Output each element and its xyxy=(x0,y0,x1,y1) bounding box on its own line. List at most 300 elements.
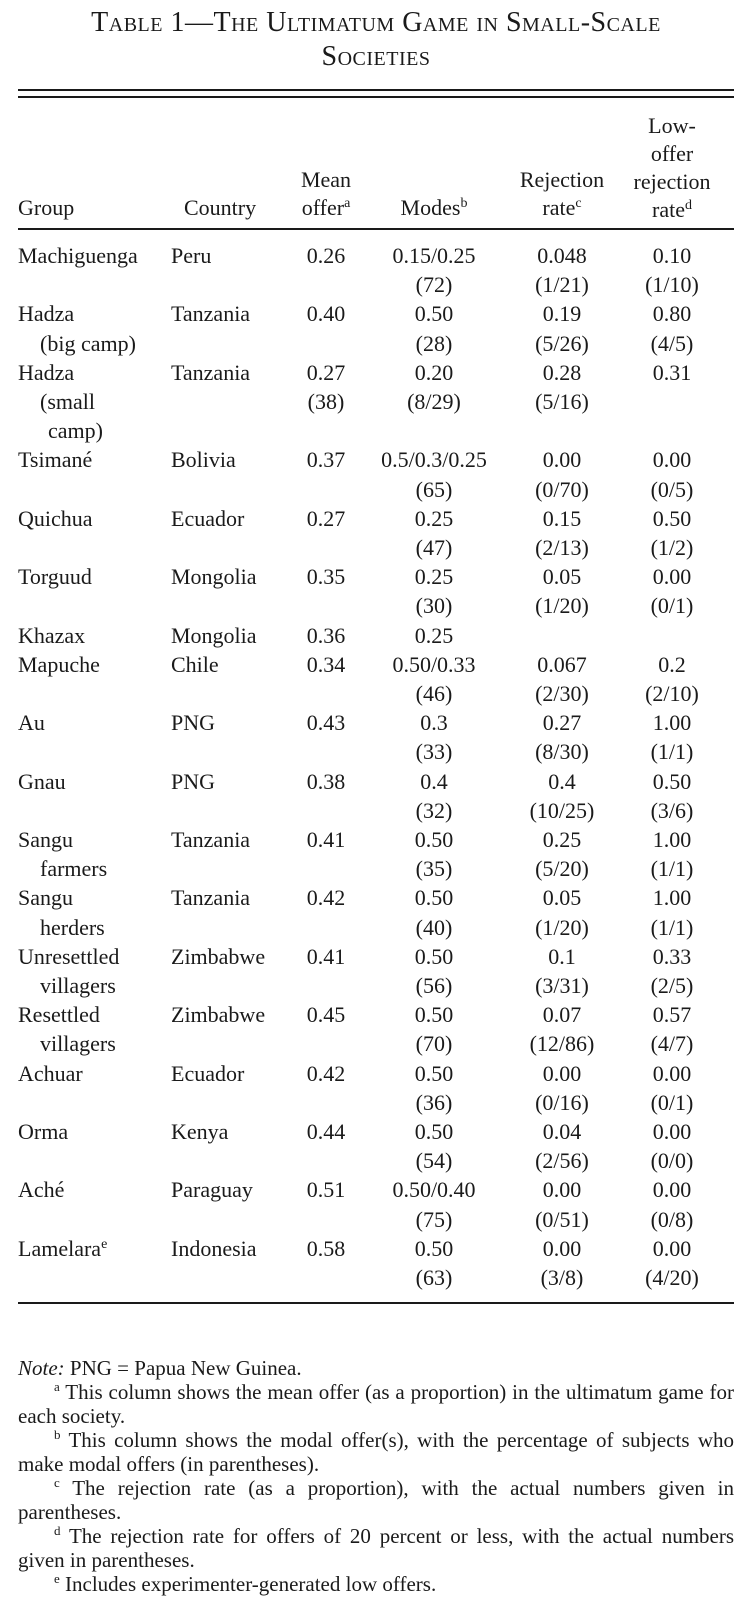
cell-mean-offer-text: 0.42 xyxy=(306,885,346,911)
cell-group xyxy=(18,651,100,679)
cell-rejection-rate-text: (2/56) xyxy=(535,1148,589,1174)
cell-rejection-rate xyxy=(506,768,618,796)
footnote-b-mark: b xyxy=(54,1427,61,1442)
footnote-a xyxy=(18,1380,734,1428)
cell-group xyxy=(18,446,92,474)
cell-modes-text: 0.20 xyxy=(414,359,454,385)
footnote-a-mark: a xyxy=(54,1379,60,1394)
cell-group xyxy=(18,943,119,971)
cell-rejection-rate-text: 0.07 xyxy=(542,1002,582,1028)
cell-modes xyxy=(372,1235,496,1263)
cell-modes-text: 0.4 xyxy=(420,768,448,794)
cell-low-offer-rejection-rate-text: (1/2) xyxy=(650,535,694,560)
cell-low-offer-rejection-rate-text: 0.57 xyxy=(652,1002,692,1028)
cell-modes-text: 0.25 xyxy=(414,622,454,648)
cell-rejection-rate-text: (8/30) xyxy=(535,739,589,765)
cell-rejection-rate-text: 0.15 xyxy=(542,505,582,531)
header-modes-text: Modes xyxy=(400,195,461,220)
cell-modes-text: 0.50 xyxy=(414,301,454,327)
footnote-a-text: This column shows the mean offer (as a proportion) in the ultimatum game for each society. xyxy=(18,1380,734,1428)
top-rule-1 xyxy=(18,89,734,91)
cell-group xyxy=(18,242,138,270)
cell-rejection-rate-text: (2/30) xyxy=(535,681,589,706)
cell-mean-offer xyxy=(290,1060,362,1088)
cell-country: Zimbabwe xyxy=(171,943,266,969)
cell-low-offer-rejection-rate-text: 0.00 xyxy=(652,1060,692,1086)
cell-low-offer-rejection-rate xyxy=(624,884,720,912)
cell-modes xyxy=(372,388,496,416)
cell-modes xyxy=(372,505,496,533)
cell-low-offer-rejection-rate-text: (0/8) xyxy=(650,1206,694,1232)
cell-rejection-rate xyxy=(506,651,618,679)
header-low-offer-line-4 xyxy=(624,196,720,224)
cell-group-text: farmers xyxy=(40,856,108,882)
cell-group-text: Aché xyxy=(18,1177,65,1203)
cell-low-offer-rejection-rate-text: (0/5) xyxy=(650,476,694,502)
cell-group xyxy=(18,972,116,1000)
cell-rejection-rate xyxy=(506,1206,618,1234)
cell-modes xyxy=(372,709,496,737)
cell-group-text: Sangu xyxy=(18,885,73,911)
cell-mean-offer xyxy=(290,1176,362,1204)
cell-modes-text: (72) xyxy=(415,272,453,298)
cell-low-offer-rejection-rate-text: 0.10 xyxy=(652,243,692,268)
cell-low-offer-rejection-rate xyxy=(624,1089,720,1117)
cell-low-offer-rejection-rate xyxy=(624,972,720,1000)
header-group: Group xyxy=(18,195,75,220)
cell-rejection-rate xyxy=(506,330,618,358)
cell-modes-text: (35) xyxy=(415,856,453,882)
cell-mean-offer-text: 0.43 xyxy=(306,710,346,736)
cell-rejection-rate xyxy=(506,826,618,854)
cell-modes-text: 0.50 xyxy=(414,885,454,911)
cell-low-offer-rejection-rate-text: (3/6) xyxy=(650,797,694,823)
cell-group xyxy=(18,330,136,358)
cell-low-offer-rejection-rate xyxy=(624,826,720,854)
cell-country: Paraguay xyxy=(171,1177,253,1203)
cell-group xyxy=(18,359,74,387)
cell-rejection-rate-text: 0.19 xyxy=(542,301,582,327)
header-low-offer-line-2: offer xyxy=(650,141,694,166)
cell-low-offer-rejection-rate xyxy=(624,797,720,825)
cell-modes xyxy=(372,680,496,708)
cell-group-text: Torguud xyxy=(18,564,92,590)
cell-rejection-rate xyxy=(506,884,618,912)
header-country: Country xyxy=(184,195,257,220)
header-low-offer-line-3: rejection xyxy=(633,169,711,194)
cell-rejection-rate xyxy=(506,1118,618,1146)
cell-rejection-rate xyxy=(506,914,618,942)
cell-low-offer-rejection-rate-text: (1/1) xyxy=(650,914,694,940)
cell-group xyxy=(18,1001,100,1029)
cell-group xyxy=(18,768,66,796)
cell-low-offer-rejection-rate-text: 1.00 xyxy=(652,710,692,736)
cell-mean-offer-text: 0.42 xyxy=(306,1060,346,1086)
header-mean-offer-text: offer xyxy=(301,195,345,220)
cell-modes-text: 0.15/0.25 xyxy=(392,243,476,268)
cell-mean-offer xyxy=(290,768,362,796)
footnote-mark-c: c xyxy=(575,196,582,211)
cell-group-text: Au xyxy=(18,710,45,736)
cell-rejection-rate-text: 0.25 xyxy=(542,827,582,852)
cell-low-offer-rejection-rate-text: (0/1) xyxy=(650,593,694,619)
footnote-e xyxy=(18,1572,734,1596)
cell-country: Mongolia xyxy=(171,622,257,648)
table-title-line-2: Societies xyxy=(321,41,431,72)
cell-country: Indonesia xyxy=(171,1235,257,1261)
cell-mean-offer xyxy=(290,943,362,971)
cell-rejection-rate-text: (1/21) xyxy=(535,272,589,298)
cell-low-offer-rejection-rate xyxy=(624,1001,720,1029)
footnote-mark-e: e xyxy=(101,1236,108,1252)
footnote-mark-b: b xyxy=(460,196,468,211)
cell-modes xyxy=(372,943,496,971)
cell-group xyxy=(18,300,74,328)
cell-mean-offer-text: 0.41 xyxy=(306,943,346,969)
cell-modes xyxy=(372,622,496,650)
cell-low-offer-rejection-rate xyxy=(624,300,720,328)
cell-low-offer-rejection-rate xyxy=(624,1176,720,1204)
cell-rejection-rate xyxy=(506,680,618,708)
cell-country: Tanzania xyxy=(171,301,251,327)
cell-rejection-rate-text: (5/20) xyxy=(535,856,589,882)
cell-modes xyxy=(372,1001,496,1029)
cell-modes xyxy=(372,330,496,358)
cell-rejection-rate-text: (1/20) xyxy=(535,914,589,940)
cell-low-offer-rejection-rate-text: (0/0) xyxy=(650,1148,694,1174)
cell-low-offer-rejection-rate xyxy=(624,271,720,299)
cell-modes-text: (30) xyxy=(415,593,453,619)
cell-mean-offer-text: 0.35 xyxy=(306,564,346,590)
cell-country: Tanzania xyxy=(171,827,251,852)
cell-modes xyxy=(372,592,496,620)
cell-rejection-rate xyxy=(506,592,618,620)
cell-rejection-rate xyxy=(506,1264,618,1292)
cell-mean-offer-text: 0.44 xyxy=(306,1119,346,1144)
cell-modes-text: 0.50/0.33 xyxy=(392,651,476,677)
cell-rejection-rate xyxy=(506,1089,618,1117)
cell-rejection-rate-text: 0.27 xyxy=(542,710,582,736)
cell-modes xyxy=(372,242,496,270)
cell-rejection-rate-text: 0.048 xyxy=(537,243,587,268)
cell-modes-text: (63) xyxy=(415,1265,453,1290)
header-rejection-rate xyxy=(506,166,618,222)
cell-group xyxy=(18,855,107,883)
cell-low-offer-rejection-rate xyxy=(624,330,720,358)
cell-low-offer-rejection-rate-text: 0.80 xyxy=(652,301,692,327)
cell-country: Mongolia xyxy=(171,564,257,590)
cell-rejection-rate-text: (0/16) xyxy=(535,1089,589,1115)
header-rejection-rate-line-1: Rejection xyxy=(519,167,605,192)
cell-country: Tanzania xyxy=(171,359,251,385)
top-rule-2 xyxy=(18,96,734,98)
cell-rejection-rate-text: (1/20) xyxy=(535,593,589,619)
cell-modes xyxy=(372,826,496,854)
cell-modes xyxy=(372,563,496,591)
cell-country: Ecuador xyxy=(171,505,245,531)
footnote-c xyxy=(18,1476,734,1524)
header-rejection-rate-line-2 xyxy=(506,194,618,222)
cell-rejection-rate-text: 0.1 xyxy=(548,943,576,969)
cell-rejection-rate-text: (5/16) xyxy=(535,389,589,414)
footnote-mark-d: d xyxy=(684,198,692,213)
cell-mean-offer xyxy=(290,709,362,737)
cell-group xyxy=(18,1060,83,1088)
cell-low-offer-rejection-rate xyxy=(624,1118,720,1146)
cell-modes xyxy=(372,738,496,766)
cell-group-text: Hadza xyxy=(18,359,75,385)
footnote-mark-a: a xyxy=(344,196,351,211)
cell-low-offer-rejection-rate-text: 1.00 xyxy=(652,827,692,852)
header-modes xyxy=(372,194,496,222)
cell-group xyxy=(18,417,103,445)
cell-rejection-rate xyxy=(506,271,618,299)
cell-modes-text: (33) xyxy=(415,739,453,765)
cell-low-offer-rejection-rate xyxy=(624,1235,720,1263)
cell-group-text: herders xyxy=(40,914,105,940)
cell-group-text: (small xyxy=(40,389,95,414)
cell-rejection-rate xyxy=(506,709,618,737)
cell-low-offer-rejection-rate-text: (4/7) xyxy=(650,1031,694,1057)
cell-modes xyxy=(372,1206,496,1234)
cell-modes-text: 0.50 xyxy=(414,943,454,969)
cell-rejection-rate-text: 0.05 xyxy=(542,564,582,590)
cell-modes xyxy=(372,768,496,796)
cell-rejection-rate-text: (12/86) xyxy=(529,1031,595,1057)
cell-mean-offer xyxy=(290,300,362,328)
cell-modes-text: (56) xyxy=(415,973,453,998)
cell-low-offer-rejection-rate-text: 0.00 xyxy=(652,447,692,473)
cell-group-text: Gnau xyxy=(18,768,66,794)
footnote-d xyxy=(18,1524,734,1572)
cell-rejection-rate-text: 0.28 xyxy=(542,359,582,385)
cell-mean-offer xyxy=(290,884,362,912)
cell-group-text: Hadza xyxy=(18,301,75,327)
cell-group-text: villagers xyxy=(40,973,116,998)
cell-mean-offer-text: 0.40 xyxy=(306,301,346,327)
cell-group xyxy=(18,884,73,912)
cell-mean-offer xyxy=(290,505,362,533)
note-text: PNG = Papua New Guinea. xyxy=(64,1356,302,1380)
cell-mean-offer-text: 0.26 xyxy=(306,243,346,268)
cell-modes-text: (32) xyxy=(415,797,453,823)
cell-rejection-rate xyxy=(506,797,618,825)
cell-country: Bolivia xyxy=(171,447,236,473)
footnote-d-text: The rejection rate for offers of 20 percent or less, with the actual numbers given in parentheses. xyxy=(18,1524,735,1572)
cell-mean-offer xyxy=(290,1118,362,1146)
cell-modes xyxy=(372,476,496,504)
cell-rejection-rate-text: (3/8) xyxy=(540,1265,584,1290)
cell-group xyxy=(18,826,73,854)
cell-mean-offer-text: 0.27 xyxy=(306,359,346,385)
cell-low-offer-rejection-rate xyxy=(624,680,720,708)
cell-mean-offer xyxy=(290,1001,362,1029)
cell-mean-offer-text: 0.58 xyxy=(306,1235,346,1261)
footnote-b-text: This column shows the modal offer(s), with the percentage of subjects who make modal offers (in parentheses). xyxy=(18,1428,735,1476)
cell-low-offer-rejection-rate xyxy=(624,1147,720,1175)
cell-modes xyxy=(372,884,496,912)
cell-rejection-rate-text: (5/26) xyxy=(535,330,589,356)
cell-low-offer-rejection-rate-text: (4/20) xyxy=(645,1265,699,1290)
footnote-b xyxy=(18,1428,734,1476)
cell-low-offer-rejection-rate xyxy=(624,768,720,796)
cell-mean-offer-text: 0.34 xyxy=(306,651,346,677)
cell-country: Ecuador xyxy=(171,1060,245,1086)
cell-group-text: Achuar xyxy=(18,1060,83,1086)
cell-modes-text: (70) xyxy=(415,1031,453,1057)
cell-country: Peru xyxy=(171,243,212,268)
cell-group-text: Orma xyxy=(18,1119,69,1144)
cell-modes xyxy=(372,359,496,387)
cell-low-offer-rejection-rate xyxy=(624,592,720,620)
cell-group xyxy=(18,1030,116,1058)
cell-mean-offer-text: 0.38 xyxy=(306,768,346,794)
cell-rejection-rate-text: 0.00 xyxy=(542,447,582,473)
footnote-e-text: Includes experimenter-generated low offers. xyxy=(65,1572,437,1596)
cell-low-offer-rejection-rate-text: (1/1) xyxy=(650,739,694,765)
cell-low-offer-rejection-rate xyxy=(624,534,720,562)
cell-modes-text: 0.3 xyxy=(420,710,448,736)
cell-modes xyxy=(372,914,496,942)
cell-low-offer-rejection-rate xyxy=(624,943,720,971)
cell-group-text: Lamelara xyxy=(18,1235,102,1261)
footnote-d-mark: d xyxy=(54,1523,61,1538)
cell-modes xyxy=(372,1089,496,1117)
cell-low-offer-rejection-rate xyxy=(624,359,720,387)
cell-group-text: Tsimané xyxy=(18,447,93,473)
cell-rejection-rate-text: 0.04 xyxy=(542,1119,582,1144)
cell-low-offer-rejection-rate xyxy=(624,1264,720,1292)
table-title-line-1: Table 1—The Ultimatum Game in Small-Scale xyxy=(91,7,661,38)
cell-modes-text: (46) xyxy=(415,681,453,706)
cell-mean-offer-text: 0.45 xyxy=(306,1002,346,1028)
cell-modes xyxy=(372,446,496,474)
header-low-offer-text: rate xyxy=(652,197,685,222)
cell-modes xyxy=(372,972,496,1000)
footnote-e-mark: e xyxy=(54,1571,60,1586)
cell-low-offer-rejection-rate xyxy=(624,651,720,679)
cell-low-offer-rejection-rate-text: (4/5) xyxy=(650,330,694,356)
cell-low-offer-rejection-rate xyxy=(624,914,720,942)
cell-modes-text: 0.50 xyxy=(414,827,454,852)
cell-modes-text: (40) xyxy=(415,914,453,940)
cell-rejection-rate xyxy=(506,1030,618,1058)
cell-rejection-rate xyxy=(506,1060,618,1088)
cell-rejection-rate-text: 0.067 xyxy=(537,651,587,677)
cell-mean-offer xyxy=(290,622,362,650)
cell-group xyxy=(18,914,105,942)
cell-rejection-rate-text: (3/31) xyxy=(535,973,589,998)
cell-low-offer-rejection-rate-text: (2/5) xyxy=(650,973,694,998)
cell-modes-text: 0.50 xyxy=(414,1235,454,1261)
cell-low-offer-rejection-rate xyxy=(624,855,720,883)
cell-low-offer-rejection-rate-text: (1/1) xyxy=(650,856,694,882)
cell-rejection-rate xyxy=(506,1235,618,1263)
cell-low-offer-rejection-rate xyxy=(624,1060,720,1088)
cell-rejection-rate xyxy=(506,388,618,416)
cell-mean-offer-text: 0.27 xyxy=(306,505,346,531)
cell-rejection-rate xyxy=(506,738,618,766)
cell-group-text: Khazax xyxy=(18,622,86,648)
cell-rejection-rate xyxy=(506,1001,618,1029)
cell-modes xyxy=(372,534,496,562)
cell-rejection-rate-text: (10/25) xyxy=(529,797,595,823)
cell-rejection-rate-text: 0.00 xyxy=(542,1177,582,1203)
cell-low-offer-rejection-rate-text: 0.50 xyxy=(652,505,692,531)
cell-mean-offer-text: 0.36 xyxy=(306,622,346,648)
cell-low-offer-rejection-rate-text: 0.33 xyxy=(652,943,692,969)
cell-low-offer-rejection-rate-text: 0.00 xyxy=(652,1177,692,1203)
cell-rejection-rate-text: 0.00 xyxy=(542,1060,582,1086)
cell-modes xyxy=(372,1060,496,1088)
cell-modes-text: 0.5/0.3/0.25 xyxy=(381,447,487,473)
cell-group-text: Resettled xyxy=(18,1002,100,1028)
cell-low-offer-rejection-rate-text: 0.00 xyxy=(652,1235,692,1261)
cell-country: Kenya xyxy=(171,1119,229,1144)
cell-modes-text: 0.50/0.40 xyxy=(392,1177,476,1203)
cell-modes-text: 0.50 xyxy=(414,1060,454,1086)
cell-group-text: Mapuche xyxy=(18,651,100,677)
bottom-rule xyxy=(18,1302,734,1304)
header-rule xyxy=(18,228,734,230)
cell-rejection-rate xyxy=(506,534,618,562)
header-mean-offer xyxy=(290,166,362,222)
cell-rejection-rate xyxy=(506,476,618,504)
cell-low-offer-rejection-rate xyxy=(624,563,720,591)
cell-mean-offer xyxy=(290,242,362,270)
cell-modes xyxy=(372,1176,496,1204)
cell-low-offer-rejection-rate-text: 1.00 xyxy=(652,885,692,911)
cell-mean-offer xyxy=(290,651,362,679)
cell-modes xyxy=(372,1118,496,1146)
note-line xyxy=(18,1356,734,1380)
table-notes xyxy=(18,1356,734,1596)
cell-rejection-rate-text: 0.05 xyxy=(542,885,582,911)
cell-country: PNG xyxy=(171,710,216,736)
cell-modes-text: (8/29) xyxy=(407,389,461,414)
cell-group-text: villagers xyxy=(40,1031,116,1057)
cell-mean-offer-text: 0.51 xyxy=(306,1177,346,1203)
cell-group-text: camp) xyxy=(48,418,103,444)
cell-rejection-rate xyxy=(506,242,618,270)
cell-group-text: (big camp) xyxy=(40,330,136,356)
cell-rejection-rate xyxy=(506,943,618,971)
cell-low-offer-rejection-rate-text: (0/1) xyxy=(650,1089,694,1115)
cell-modes-text: 0.50 xyxy=(414,1119,454,1144)
cell-group xyxy=(18,388,95,416)
cell-modes xyxy=(372,1147,496,1175)
cell-modes xyxy=(372,1030,496,1058)
cell-mean-offer-text: (38) xyxy=(307,389,345,414)
cell-rejection-rate xyxy=(506,563,618,591)
header-mean-offer-line-2 xyxy=(290,194,362,222)
cell-rejection-rate xyxy=(506,972,618,1000)
cell-low-offer-rejection-rate-text: 0.31 xyxy=(652,359,692,385)
cell-modes-text: 0.25 xyxy=(414,505,454,531)
footnote-c-text: The rejection rate (as a proportion), with the actual numbers given in parentheses. xyxy=(18,1476,735,1524)
cell-rejection-rate xyxy=(506,855,618,883)
cell-rejection-rate xyxy=(506,300,618,328)
footnote-c-mark: c xyxy=(54,1475,60,1490)
cell-modes xyxy=(372,797,496,825)
cell-low-offer-rejection-rate xyxy=(624,476,720,504)
cell-rejection-rate-text: 0.4 xyxy=(548,768,576,794)
cell-rejection-rate xyxy=(506,505,618,533)
table-title xyxy=(0,6,752,74)
cell-modes xyxy=(372,855,496,883)
cell-low-offer-rejection-rate xyxy=(624,446,720,474)
cell-group-text: Unresettled xyxy=(18,943,120,969)
